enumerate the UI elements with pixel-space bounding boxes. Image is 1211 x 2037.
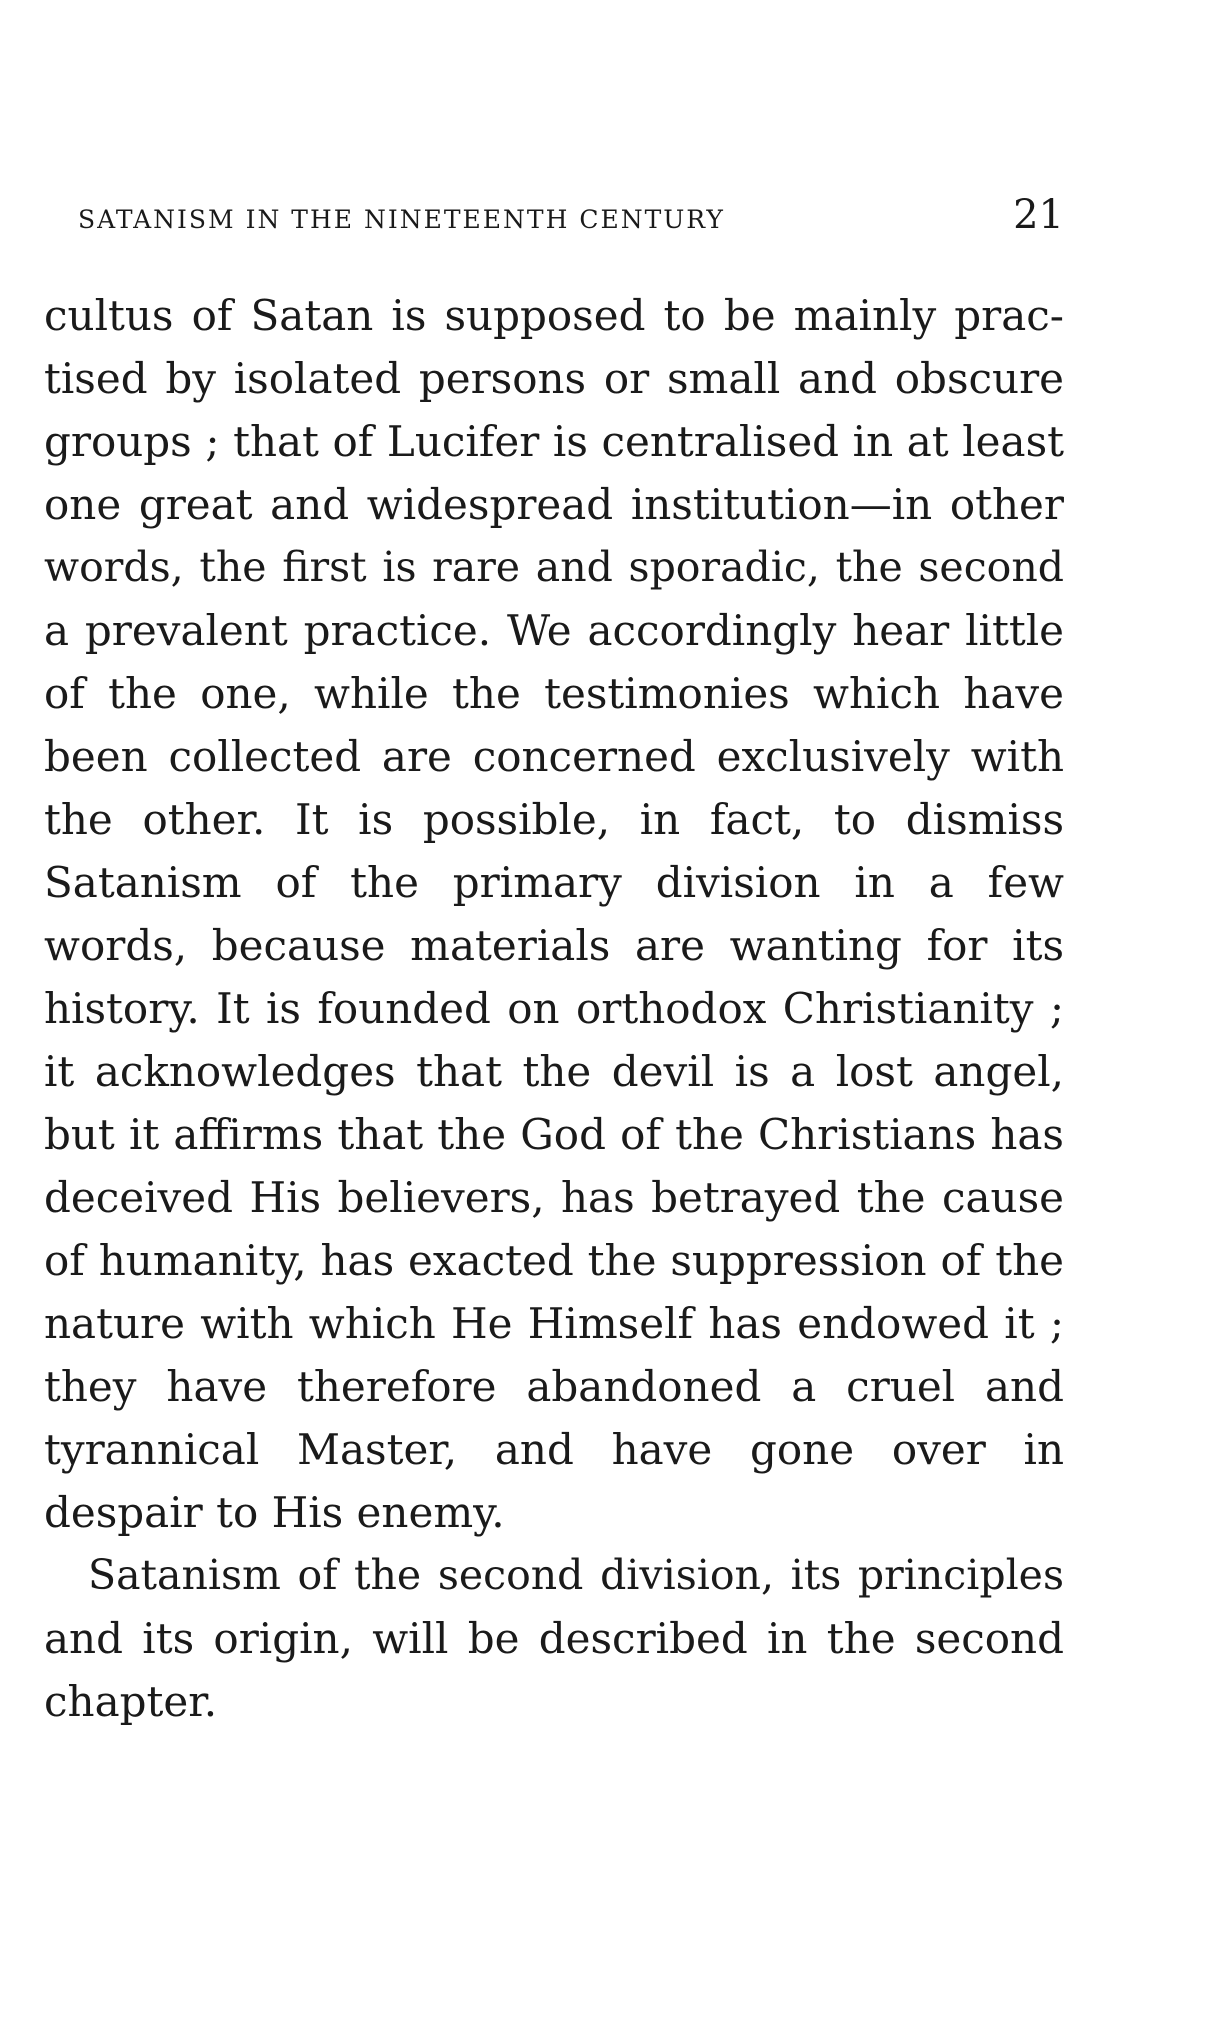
text-line: it acknowledges that the devil is a lost angel, (44, 1047, 1064, 1096)
text-line: chapter. (44, 1677, 218, 1726)
paragraph-2 (44, 1544, 1064, 1733)
text-line: cultus of Satan is supposed to be mainly prac- (44, 291, 1064, 340)
text-line: tyrannical Master, and have gone over in (44, 1425, 1064, 1474)
text-line: but it affirms that the God of the Christians has (44, 1110, 1064, 1159)
body-text (44, 284, 1064, 1733)
text-line: the other. It is possible, in fact, to dismiss (44, 795, 1064, 844)
text-line: been collected are concerned exclusively with (44, 732, 1064, 781)
text-line: they have therefore abandoned a cruel and (44, 1362, 1064, 1411)
text-line: words, because materials are wanting for its (44, 921, 1064, 970)
text-line: and its origin, will be described in the second (44, 1614, 1064, 1663)
paragraph-1 (44, 284, 1064, 1544)
text-line: a prevalent practice. We accordingly hear little (44, 606, 1064, 655)
text-line: history. It is founded on orthodox Christianity ; (44, 984, 1064, 1033)
text-line: tised by isolated persons or small and obscure (44, 354, 1064, 403)
text-line: Satanism of the primary division in a few (44, 858, 1064, 907)
running-head (78, 192, 1064, 242)
text-line: Satanism of the second division, its principles (88, 1551, 1064, 1599)
text-line: nature with which He Himself has endowed it ; (44, 1299, 1064, 1348)
text-line: of the one, while the testimonies which have (44, 669, 1064, 718)
text-line: despair to His enemy. (44, 1488, 505, 1537)
running-title: SATANISM IN THE NINETEENTH CENTURY (78, 205, 725, 234)
text-line: one great and widespread institution—in other (44, 480, 1064, 529)
text-line: words, the first is rare and sporadic, the second (44, 543, 1064, 591)
text-line: of humanity, has exacted the suppression of the (44, 1236, 1064, 1285)
text-line: groups ; that of Lucifer is centralised in at least (44, 417, 1064, 466)
page-number: 21 (1013, 192, 1064, 238)
text-line: deceived His believers, has betrayed the cause (44, 1173, 1064, 1222)
